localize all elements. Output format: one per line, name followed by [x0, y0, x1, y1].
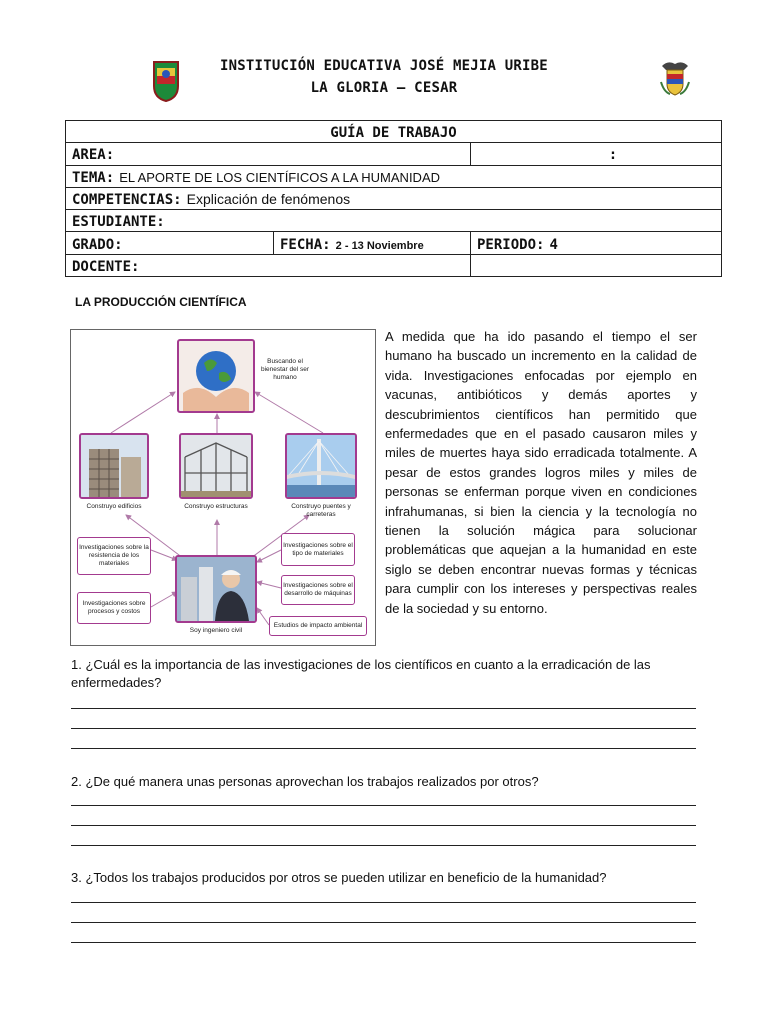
answer-line-1a[interactable]	[71, 708, 696, 709]
section-heading: LA PRODUCCIÓN CIENTÍFICA	[75, 295, 247, 309]
area-label: AREA:	[72, 147, 115, 164]
note-maquinas: Investigaciones sobre el desarrollo de máquinas	[281, 575, 355, 605]
answer-line-2c[interactable]	[71, 845, 696, 846]
area-colon: :	[608, 147, 618, 164]
answer-line-3a[interactable]	[71, 902, 696, 903]
institution-name: INSTITUCIÓN EDUCATIVA JOSÉ MEJIA URIBE	[220, 58, 548, 74]
docente-label: DOCENTE:	[72, 258, 140, 275]
guide-title: GUÍA DE TRABAJO	[330, 125, 457, 142]
area-cell	[66, 143, 471, 165]
edificios-label: Construyo edificios	[86, 503, 142, 510]
structures-image	[179, 433, 253, 499]
docente-extra-cell	[471, 254, 722, 276]
answer-line-1b[interactable]	[71, 728, 696, 729]
periodo-label: PERIODO:	[477, 236, 545, 253]
civil-engineer-image	[175, 555, 257, 623]
tema-label: TEMA:	[72, 169, 115, 186]
question-1: 1. ¿Cuál es la importancia de las investigaciones de los científicos en cuanto a la erradicación de las enfermedades?	[71, 657, 651, 690]
institution-location: LA GLORIA – CESAR	[310, 80, 458, 96]
bridge-image	[285, 433, 357, 499]
note-resistencia: Investigaciones sobre la resistencia de los materiales	[77, 537, 151, 575]
national-coat-of-arms-logo	[658, 60, 692, 98]
section-paragraph: A medida que ha ido pasando el tiempo el ser humano ha buscado un incremento en la calidad de vida. Investigaciones enfocadas por ejemplo en vacunas, antibióticos y demás aportes y descubrimientos científicos han permitido que enfermedades que en el pasado causaron miles y miles de muertes haya sido erradicada totalmente. A pesar de estos grandes logros miles y miles de personas se enferman porque viven en condiciones infrahumanas, si bien la ciencia y la tecnología no tienen la solución mágica para solucionar problemáticas que aquejan a la humanidad en este siglo se deben encontrar nuevas formas y técnicas para cumplir con los intereses y perspectivas reales de la sociedad y su entorno.	[385, 329, 697, 616]
estudiante-label: ESTUDIANTE:	[72, 214, 165, 231]
fecha-value: 2 - 13 Noviembre	[335, 239, 424, 252]
note-impacto: Estudios de impacto ambiental	[269, 616, 367, 636]
buildings-image	[79, 433, 149, 499]
earth-in-hands-image	[177, 339, 255, 413]
answer-line-2a[interactable]	[71, 805, 696, 806]
grado-label: GRADO:	[72, 236, 123, 253]
competencias-label: COMPETENCIAS:	[72, 192, 182, 209]
guide-title-cell	[66, 121, 722, 143]
puentes-label: Construyo puentes y carreteras	[291, 503, 351, 518]
fecha-label: FECHA:	[280, 236, 331, 253]
question-3: 3. ¿Todos los trabajos producidos por otros se pueden utilizar en beneficio de la humanidad?	[71, 870, 607, 885]
answer-line-2b[interactable]	[71, 825, 696, 826]
note-procesos: Investigaciones sobre procesos y costos	[77, 592, 151, 624]
note-tipo-materiales: Investigaciones sobre el tipo de materiales	[281, 533, 355, 566]
periodo-cell	[471, 232, 722, 254]
civil-engineer-diagram	[70, 329, 376, 646]
estudiante-cell	[66, 210, 722, 232]
fecha-cell	[274, 232, 471, 254]
answer-line-1c[interactable]	[71, 748, 696, 749]
periodo-value: 4	[549, 236, 558, 253]
tema-value: EL APORTE DE LOS CIENTÍFICOS A LA HUMANIDAD	[119, 169, 441, 185]
answer-line-3b[interactable]	[71, 922, 696, 923]
competencias-value: Explicación de fenómenos	[186, 191, 351, 208]
grado-cell	[66, 232, 274, 254]
competencias-cell	[66, 187, 722, 209]
answer-line-3c[interactable]	[71, 942, 696, 943]
question-2: 2. ¿De qué manera unas personas aprovechan los trabajos realizados por otros?	[71, 774, 539, 789]
area-extra-cell	[471, 143, 722, 165]
top-label: Buscando el bienestar del ser humano	[260, 358, 310, 381]
ingeniero-label: Soy ingeniero civil	[189, 627, 243, 634]
estructuras-label: Construyo estructuras	[184, 503, 248, 510]
docente-cell	[66, 254, 471, 276]
tema-cell	[66, 165, 722, 187]
guide-info-table	[65, 120, 722, 277]
